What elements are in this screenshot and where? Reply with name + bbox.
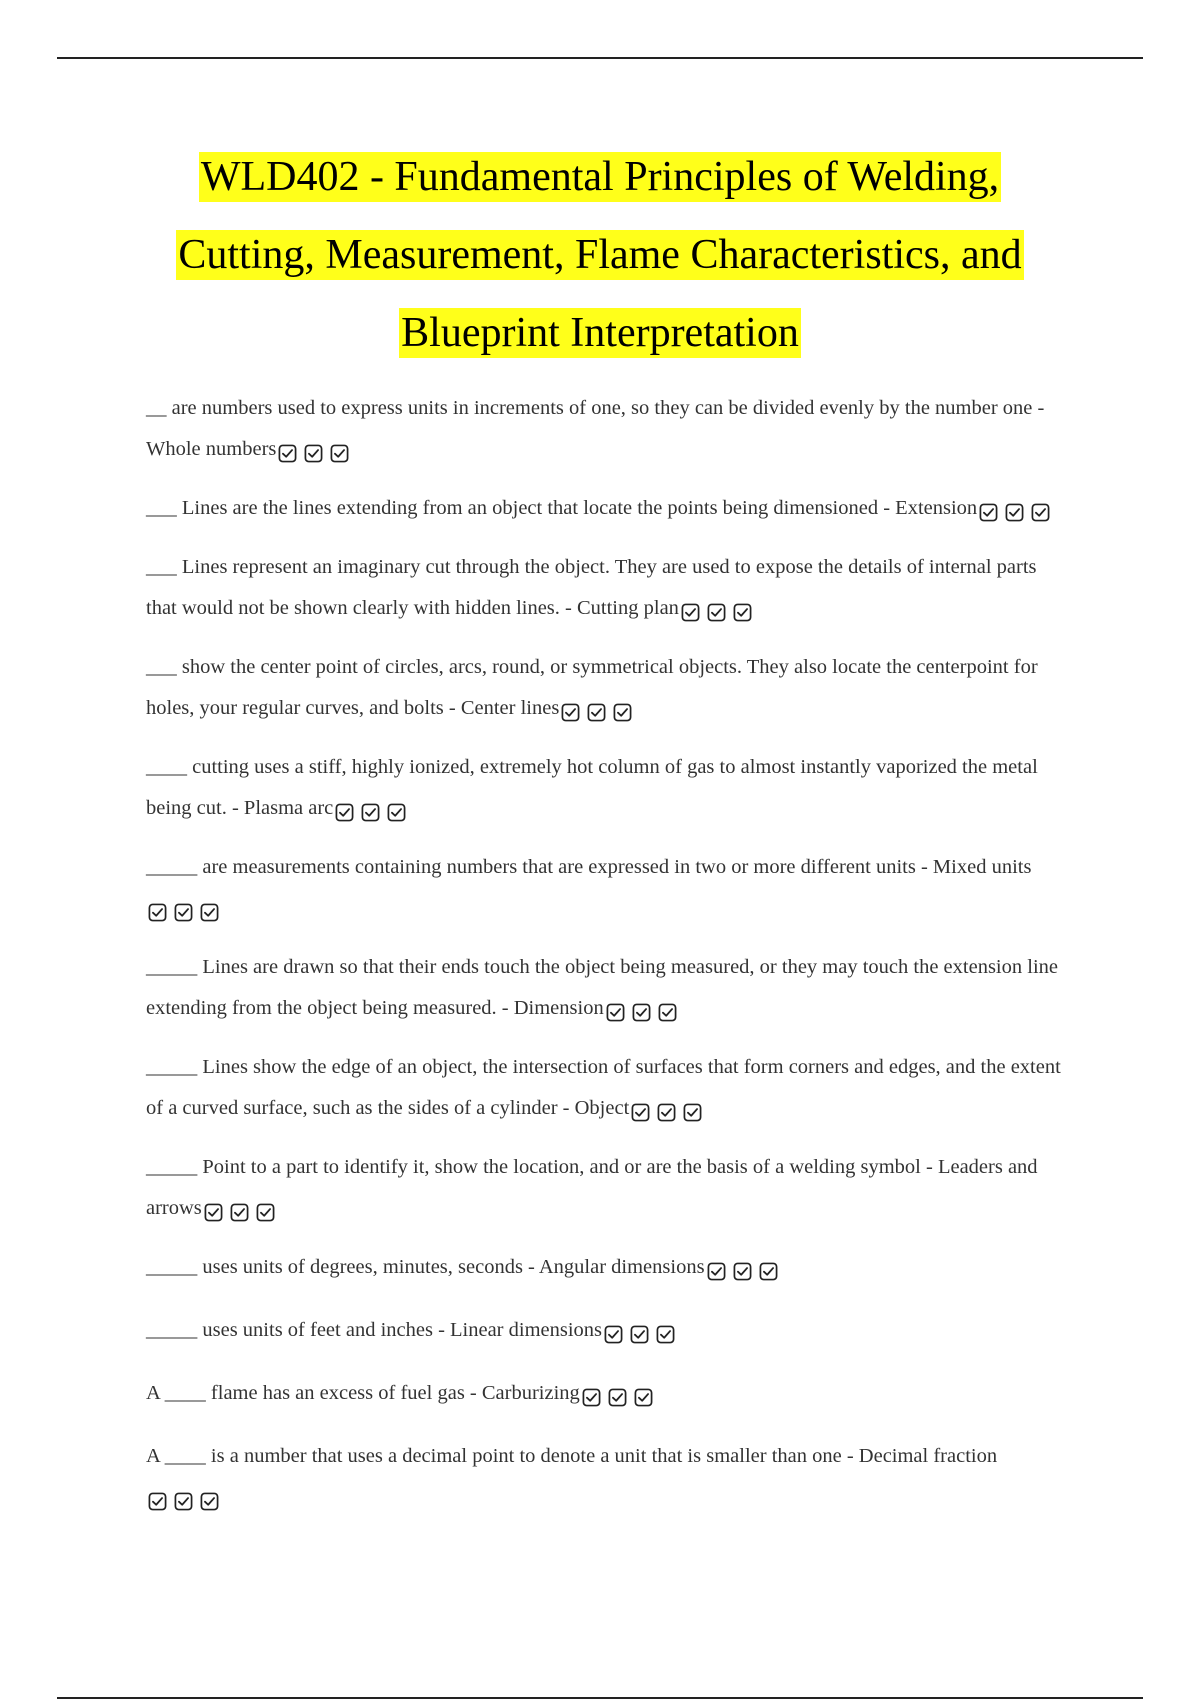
checked-box-icon bbox=[256, 1203, 275, 1222]
checked-box-icon bbox=[174, 903, 193, 922]
checked-box-icon bbox=[631, 1103, 650, 1122]
checked-box-icon bbox=[148, 1492, 167, 1511]
checked-box-icon bbox=[759, 1262, 778, 1281]
checked-box-icon bbox=[200, 903, 219, 922]
check-group bbox=[679, 591, 757, 632]
title-line-3: Blueprint Interpretation bbox=[401, 310, 799, 356]
flashcard-text: _____ Point to a part to identify it, show the location, and or are the basis of a welding symbol - Leaders and arrows bbox=[146, 1156, 1038, 1219]
check-group bbox=[705, 1250, 783, 1291]
flashcard-text: ____ cutting uses a stiff, highly ionized, extremely hot column of gas to almost instantly vaporized the metal being cut. - Plasma arc bbox=[146, 756, 1038, 819]
flashcard-text: ___ show the center point of circles, arcs, round, or symmetrical objects. They also locate the centerpoint for holes, your regular curves, and bolts - Center lines bbox=[146, 656, 1038, 719]
flashcard-text: _____ Lines are drawn so that their ends touch the object being measured, or they may touch the extension line extending from the object being measured. - Dimension bbox=[146, 956, 1058, 1019]
flashcard-item bbox=[146, 1310, 1066, 1354]
flashcard-item bbox=[146, 1147, 1066, 1232]
checked-box-icon bbox=[200, 1492, 219, 1511]
check-group bbox=[559, 691, 637, 732]
checked-box-icon bbox=[606, 1003, 625, 1022]
checked-box-icon bbox=[632, 1003, 651, 1022]
document-title bbox=[100, 138, 1100, 372]
flashcard-item bbox=[146, 847, 1066, 932]
checked-box-icon bbox=[174, 1492, 193, 1511]
top-rule bbox=[57, 57, 1143, 59]
checked-box-icon bbox=[204, 1203, 223, 1222]
check-group bbox=[604, 991, 682, 1032]
flashcard-text: __ are numbers used to express units in increments of one, so they can be divided evenly by the number one - Whole numbers bbox=[146, 397, 1045, 460]
checked-box-icon bbox=[230, 1203, 249, 1222]
flashcard-item bbox=[146, 747, 1066, 832]
checked-box-icon bbox=[335, 803, 354, 822]
check-group bbox=[333, 791, 411, 832]
checked-box-icon bbox=[707, 603, 726, 622]
checked-box-icon bbox=[587, 703, 606, 722]
checked-box-icon bbox=[681, 603, 700, 622]
check-group bbox=[146, 891, 224, 932]
checked-box-icon bbox=[634, 1388, 653, 1407]
checked-box-icon bbox=[330, 444, 349, 463]
checked-box-icon bbox=[582, 1388, 601, 1407]
flashcard-text: _____ uses units of feet and inches - Linear dimensions bbox=[146, 1319, 603, 1341]
flashcard-item bbox=[146, 1247, 1066, 1291]
checked-box-icon bbox=[361, 803, 380, 822]
checked-box-icon bbox=[733, 603, 752, 622]
flashcard-text: ___ Lines are the lines extending from an object that locate the points being dimensioned - Extension bbox=[146, 497, 978, 519]
flashcard-text: A ____ is a number that uses a decimal point to denote a unit that is smaller than one - Decimal fraction bbox=[146, 1445, 998, 1467]
flashcard-item bbox=[146, 1373, 1066, 1417]
checked-box-icon bbox=[1031, 503, 1050, 522]
check-group bbox=[977, 491, 1055, 532]
flashcard-list bbox=[146, 388, 1066, 1536]
flashcard-text: _____ Lines show the edge of an object, the intersection of surfaces that form corners and edges, and the extent of a curved surface, such as the sides of a cylinder - Object bbox=[146, 1056, 1061, 1119]
flashcard-text: ___ Lines represent an imaginary cut through the object. They are used to expose the details of internal parts that would not be shown clearly with hidden lines. - Cutting plan bbox=[146, 556, 1037, 619]
check-group bbox=[602, 1313, 680, 1354]
checked-box-icon bbox=[683, 1103, 702, 1122]
checked-box-icon bbox=[656, 1325, 675, 1344]
flashcard-item bbox=[146, 1047, 1066, 1132]
checked-box-icon bbox=[630, 1325, 649, 1344]
check-group bbox=[146, 1480, 224, 1521]
checked-box-icon bbox=[278, 444, 297, 463]
checked-box-icon bbox=[604, 1325, 623, 1344]
check-group bbox=[276, 432, 354, 473]
flashcard-text: A ____ flame has an excess of fuel gas - Carburizing bbox=[146, 1382, 580, 1404]
title-line-1: WLD402 - Fundamental Principles of Welding, bbox=[200, 154, 1000, 200]
flashcard-item bbox=[146, 488, 1066, 532]
checked-box-icon bbox=[657, 1103, 676, 1122]
checked-box-icon bbox=[561, 703, 580, 722]
flashcard-text: _____ uses units of degrees, minutes, seconds - Angular dimensions bbox=[146, 1256, 705, 1278]
title-line-2: Cutting, Measurement, Flame Characteristics, and bbox=[178, 232, 1022, 278]
checked-box-icon bbox=[979, 503, 998, 522]
checked-box-icon bbox=[148, 903, 167, 922]
check-group bbox=[580, 1376, 658, 1417]
checked-box-icon bbox=[613, 703, 632, 722]
checked-box-icon bbox=[707, 1262, 726, 1281]
flashcard-item bbox=[146, 647, 1066, 732]
checked-box-icon bbox=[733, 1262, 752, 1281]
checked-box-icon bbox=[658, 1003, 677, 1022]
check-group bbox=[202, 1191, 280, 1232]
check-group bbox=[629, 1091, 707, 1132]
checked-box-icon bbox=[608, 1388, 627, 1407]
checked-box-icon bbox=[387, 803, 406, 822]
checked-box-icon bbox=[304, 444, 323, 463]
flashcard-text: _____ are measurements containing numbers that are expressed in two or more different units - Mixed units bbox=[146, 856, 1032, 878]
flashcard-item bbox=[146, 388, 1066, 473]
checked-box-icon bbox=[1005, 503, 1024, 522]
flashcard-item bbox=[146, 1436, 1066, 1521]
flashcard-item bbox=[146, 947, 1066, 1032]
bottom-rule bbox=[57, 1697, 1143, 1699]
flashcard-item bbox=[146, 547, 1066, 632]
